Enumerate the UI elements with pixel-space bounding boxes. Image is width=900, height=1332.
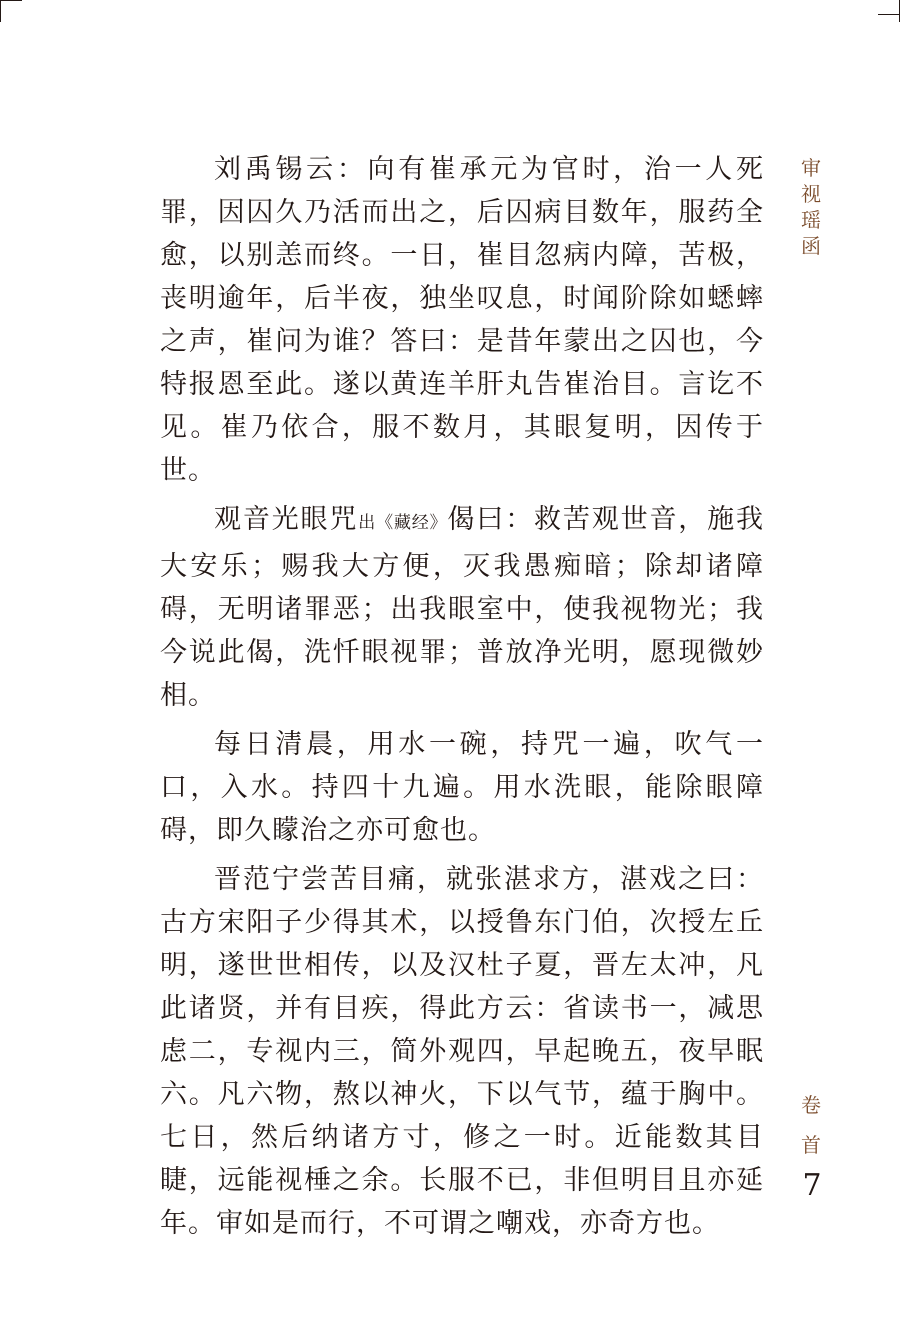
- running-head-volume: [796, 1085, 826, 1165]
- crop-mark-top-left-h: [0, 0, 22, 1]
- body-text: [160, 148, 764, 1251]
- paragraph-text: 刘禹锡云：向有崔承元为官时，治一人死罪，因囚久乃活而出之，后囚病目数年，服药全愈，以别恙而终。一日，崔目忽病内障，苦极，丧明逾年，后半夜，独坐叹息，时闻阶除如蟋蟀之声，崔问为谁？答曰：是昔年蒙出之囚也，今特报恩至此。遂以黄连羊肝丸告崔治目。言讫不见。崔乃依合，服不数月，其眼复明，因传于世。: [160, 154, 764, 486]
- paragraph-text: 每日清晨，用水一碗，持咒一遍，吹气一口，入水。持四十九遍。用水洗眼，能除眼障碍，即久矇治之亦可愈也。: [160, 729, 764, 846]
- volume-char: 卷: [801, 1093, 821, 1117]
- crop-mark-top-right-h: [878, 14, 900, 15]
- crop-mark-top-left: [0, 0, 1, 22]
- paragraph-liu-yuxi: [160, 148, 764, 492]
- book-title-char: 视: [801, 182, 821, 206]
- paragraph-text: 偈曰：救苦观世音，施我大安乐；赐我大方便，灭我愚痴暗；除却诸障碍，无明诸罪恶；出我眼室中，使我视物光；我今说此偈，洗忏眼视罪；普放净光明，愿现微妙相。: [160, 504, 764, 711]
- paragraph-guanyin-mantra: [160, 498, 764, 717]
- book-title-char: 函: [801, 234, 821, 258]
- paragraph-morning-practice: [160, 723, 764, 852]
- running-head-book-title: [796, 155, 826, 259]
- book-title-char: 瑶: [801, 208, 821, 232]
- paragraph-fan-ning: [160, 858, 764, 1245]
- book-title-char: 审: [801, 156, 821, 180]
- source-note: 出《藏经》: [358, 513, 448, 533]
- volume-char: 首: [801, 1133, 821, 1157]
- mantra-title: 观音光眼咒: [214, 504, 359, 535]
- page-number: 7: [802, 1168, 822, 1203]
- paragraph-text: 晋范宁尝苦目痛，就张湛求方，湛戏之曰：古方宋阳子少得其术，以授鲁东门伯，次授左丘明，遂世世相传，以及汉杜子夏，晋左太冲，凡此诸贤，并有目疾，得此方云：省读书一，减思虑二，专视内三，简外观四，早起晚五，夜早眠六。凡六物，熬以神火，下以气节，蕴于胸中。七日，然后纳诸方寸，修之一时。近能数其目睫，远能视棰之余。长服不已，非但明目且亦延年。审如是而行，不可谓之嘲戏，亦奇方也。: [160, 864, 764, 1239]
